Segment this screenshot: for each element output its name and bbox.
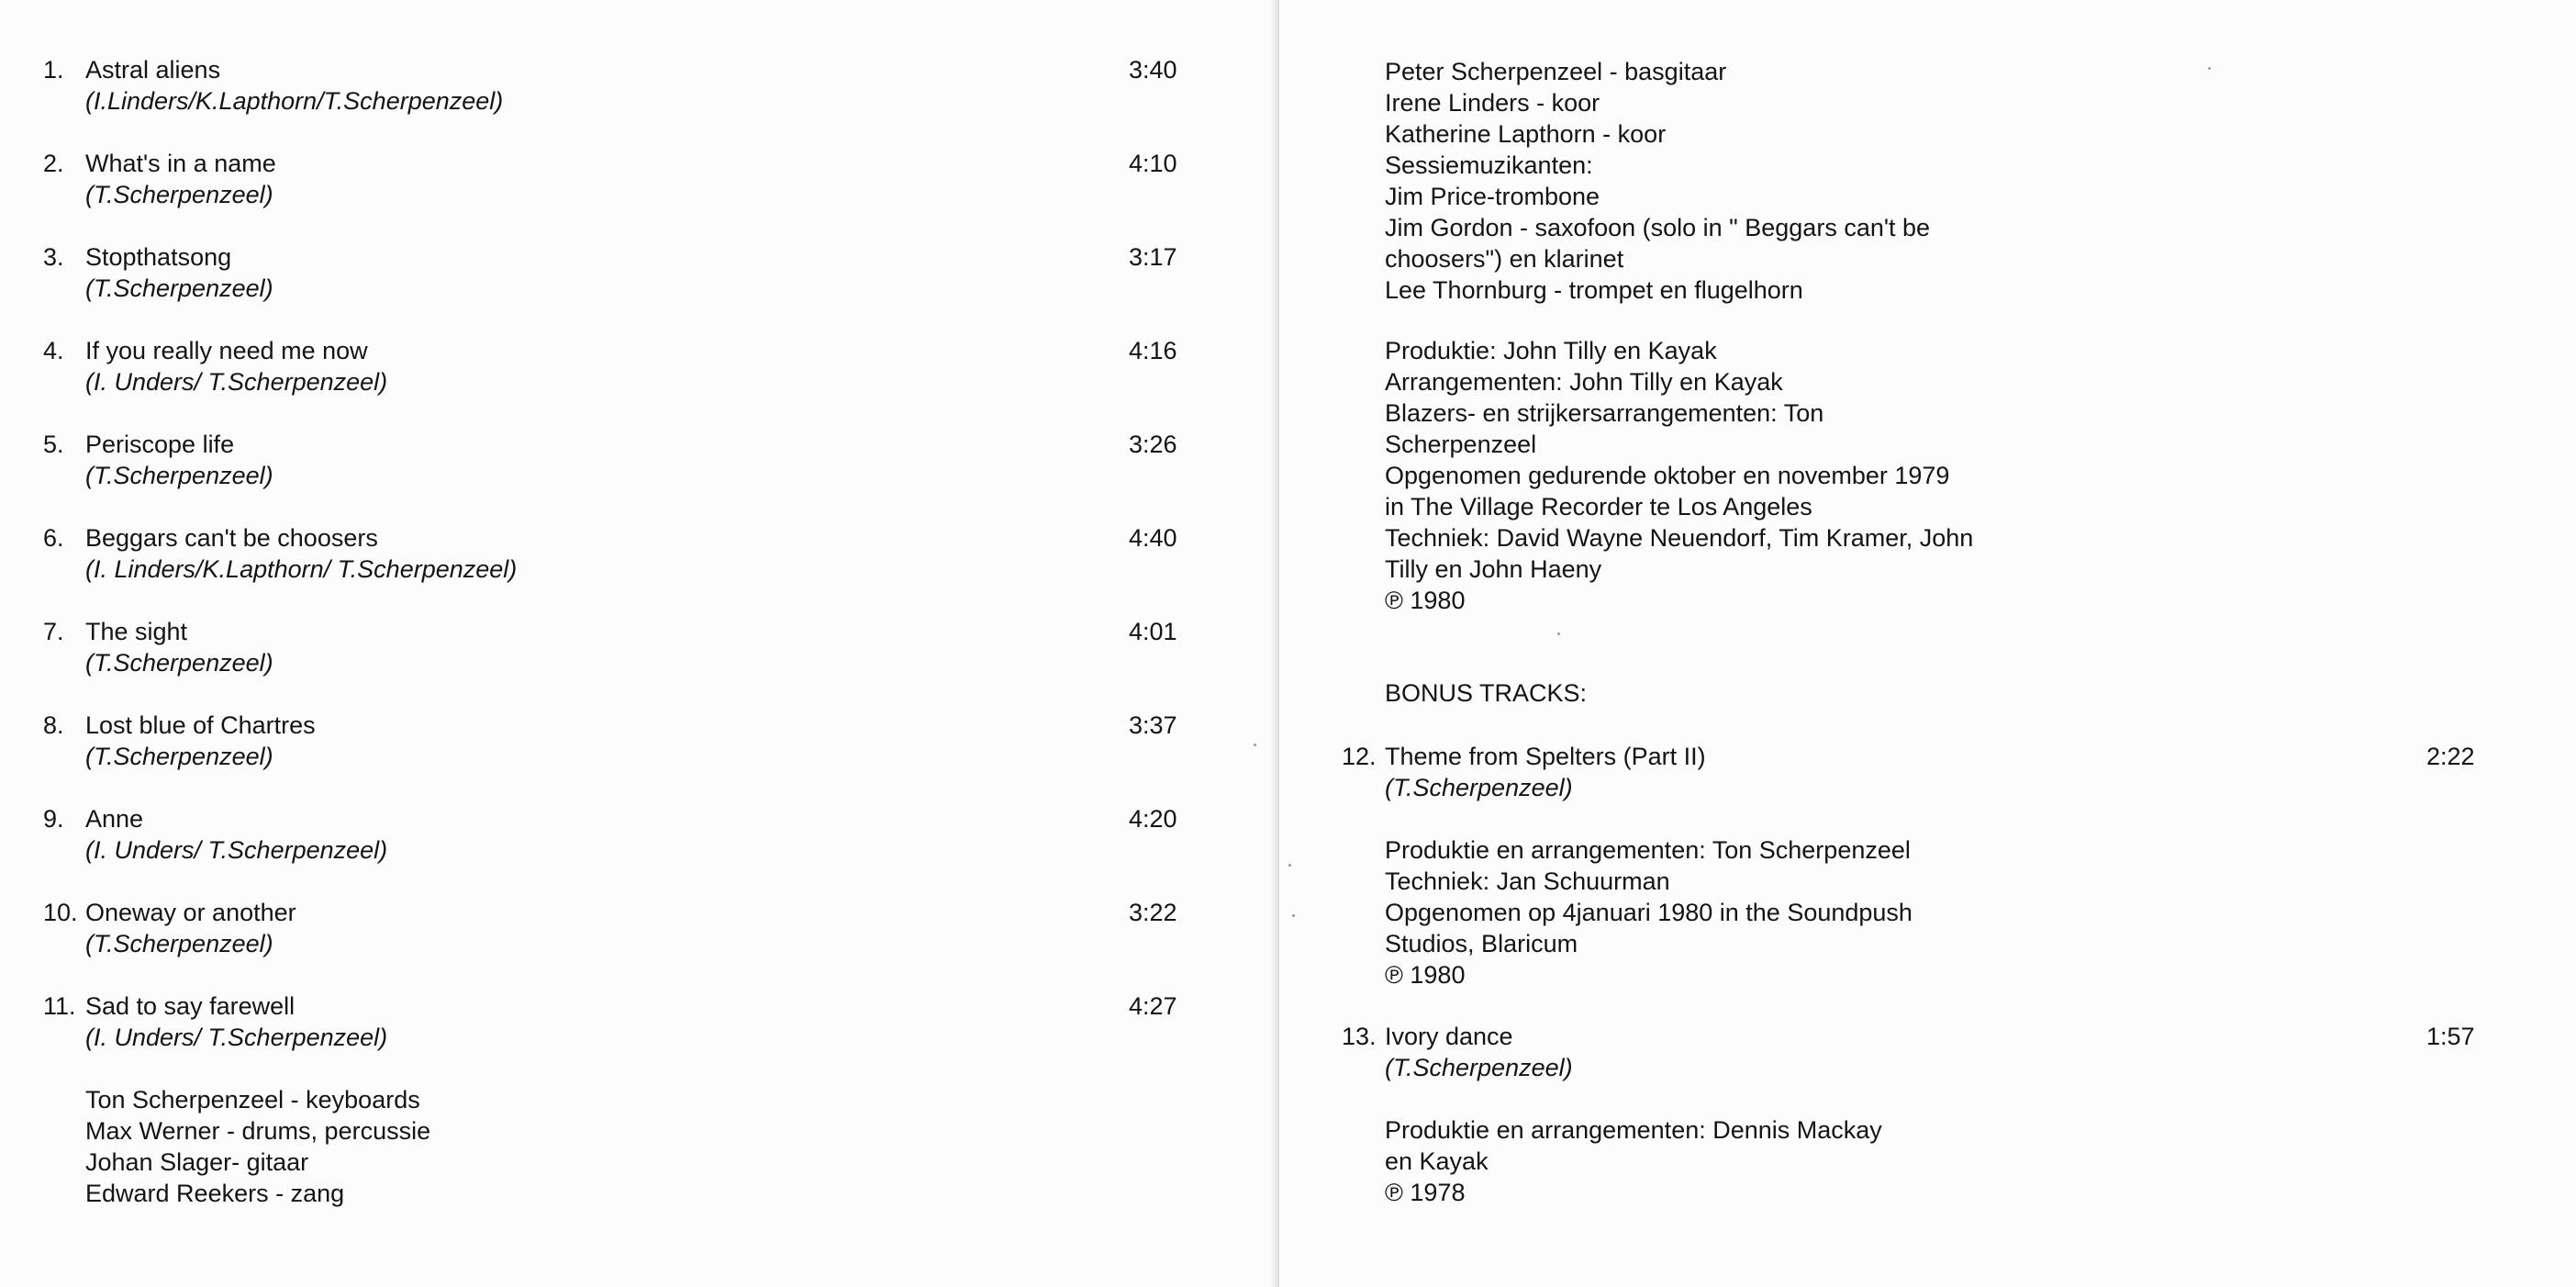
- track-number: 3.: [43, 243, 64, 271]
- track-credit: (T.Scherpenzeel): [1385, 774, 1573, 801]
- paper-speck: [1288, 864, 1291, 867]
- musician-line: Max Werner - drums, percussie: [85, 1117, 431, 1145]
- track-duration: 4:40: [1129, 524, 1177, 552]
- track-credit: (I.Linders/K.Lapthorn/T.Scherpenzeel): [85, 87, 504, 115]
- production-credits: [1385, 335, 1973, 616]
- session-musicians: [1385, 56, 1930, 306]
- track-duration: 3:37: [1129, 711, 1177, 739]
- track-credit: (T.Scherpenzeel): [85, 930, 273, 957]
- credit-line: Produktie: John Tilly en Kayak: [1385, 337, 1717, 364]
- credit-line: Blazers- en strijkersarrangementen: Ton: [1385, 399, 1824, 427]
- track-title: Ivory dance: [1385, 1023, 1513, 1050]
- track-number: 13.: [1342, 1023, 1377, 1050]
- track-duration: 4:10: [1129, 150, 1177, 177]
- credit-line: Produktie en arrangementen: Ton Scherpenzeel: [1385, 836, 1911, 864]
- track-number: 11.: [43, 992, 76, 1020]
- track-title: Anne: [85, 805, 144, 833]
- track-credit: (T.Scherpenzeel): [85, 649, 273, 677]
- credit-line: Opgenomen gedurende oktober en november 1979: [1385, 462, 1950, 489]
- musician-line: Ton Scherpenzeel - keyboards: [85, 1086, 420, 1114]
- track-number: 10.: [43, 899, 78, 926]
- musicians-list: [85, 1084, 430, 1209]
- copyright-line: ℗ 1980: [1385, 587, 1466, 614]
- bonus-track-notes: [1385, 1114, 1882, 1208]
- credit-line: Sessiemuzikanten:: [1385, 151, 1593, 179]
- credit-line: Jim Gordon - saxofoon (solo in " Beggars can't be: [1385, 214, 1931, 241]
- copyright-line: ℗ 1978: [1385, 1179, 1466, 1206]
- track-number: 1.: [43, 56, 64, 84]
- credit-line: en Kayak: [1385, 1147, 1489, 1175]
- track-credit: (T.Scherpenzeel): [85, 274, 273, 302]
- track-title: Sad to say farewell: [85, 992, 296, 1020]
- track-duration: 3:17: [1129, 243, 1177, 271]
- track-number: 8.: [43, 711, 64, 739]
- credit-line: Katherine Lapthorn - koor: [1385, 120, 1667, 148]
- credit-line: Jim Price-trombone: [1385, 183, 1600, 210]
- bonus-track-notes: [1385, 834, 1912, 990]
- track-duration: 4:16: [1129, 337, 1177, 364]
- credit-line: Peter Scherpenzeel - basgitaar: [1385, 58, 1727, 85]
- paper-speck: [1557, 632, 1560, 635]
- track-duration: 3:22: [1129, 899, 1177, 926]
- track-credit: (T.Scherpenzeel): [85, 462, 273, 489]
- track-number: 5.: [43, 431, 64, 458]
- copyright-line: ℗ 1980: [1385, 961, 1466, 989]
- track-duration: 4:20: [1129, 805, 1177, 833]
- credit-line: Tilly en John Haeny: [1385, 555, 1602, 583]
- paper-speck: [1292, 914, 1295, 917]
- musician-line: Edward Reekers - zang: [85, 1180, 345, 1207]
- track-credit: (I. Unders/ T.Scherpenzeel): [85, 1024, 388, 1051]
- credit-line: Techniek: David Wayne Neuendorf, Tim Kramer, John: [1385, 524, 1974, 552]
- track-duration: 2:22: [2426, 743, 2475, 770]
- track-title: Astral aliens: [85, 56, 221, 84]
- track-credit: (I. Unders/ T.Scherpenzeel): [85, 368, 388, 396]
- track-duration: 4:01: [1129, 618, 1177, 645]
- track-title: Lost blue of Chartres: [85, 711, 316, 739]
- track-number: 7.: [43, 618, 64, 645]
- credit-line: choosers") en klarinet: [1385, 245, 1624, 273]
- credit-line: Scherpenzeel: [1385, 431, 1537, 458]
- track-credit: (T.Scherpenzeel): [85, 181, 273, 208]
- track-title: Stopthatsong: [85, 243, 232, 271]
- credit-line: Arrangementen: John Tilly en Kayak: [1385, 368, 1783, 396]
- track-title: The sight: [85, 618, 188, 645]
- track-title: What's in a name: [85, 150, 276, 177]
- track-credit: (T.Scherpenzeel): [1385, 1054, 1573, 1081]
- track-credit: (I. Linders/K.Lapthorn/ T.Scherpenzeel): [85, 555, 518, 583]
- paper-speck: [1254, 744, 1256, 746]
- bonus-tracks-heading: BONUS TRACKS:: [1385, 679, 1588, 707]
- track-credit: (I. Unders/ T.Scherpenzeel): [85, 836, 388, 864]
- credit-line: Irene Linders - koor: [1385, 89, 1600, 117]
- track-number: 2.: [43, 150, 64, 177]
- track-number: 4.: [43, 337, 64, 364]
- credit-line: Opgenomen op 4januari 1980 in the Soundpush: [1385, 899, 1912, 926]
- track-duration: 3:40: [1129, 56, 1177, 84]
- track-number: 6.: [43, 524, 64, 552]
- left-page: [0, 0, 1277, 1287]
- track-title: Oneway or another: [85, 899, 296, 926]
- track-title: Theme from Spelters (Part II): [1385, 743, 1706, 770]
- paper-speck: [2208, 67, 2211, 70]
- track-duration: 1:57: [2426, 1023, 2475, 1050]
- credit-line: Techniek: Jan Schuurman: [1385, 867, 1670, 895]
- credit-line: Studios, Blaricum: [1385, 930, 1578, 957]
- credit-line: in The Village Recorder te Los Angeles: [1385, 493, 1812, 520]
- track-number: 12.: [1342, 743, 1377, 770]
- right-page: [1279, 0, 2576, 1287]
- credit-line: Lee Thornburg - trompet en flugelhorn: [1385, 276, 1803, 304]
- credit-line: Produktie en arrangementen: Dennis Mackay: [1385, 1116, 1882, 1144]
- track-title: If you really need me now: [85, 337, 368, 364]
- track-number: 9.: [43, 805, 64, 833]
- track-title: Periscope life: [85, 431, 235, 458]
- track-duration: 4:27: [1129, 992, 1177, 1020]
- track-credit: (T.Scherpenzeel): [85, 743, 273, 770]
- track-duration: 3:26: [1129, 431, 1177, 458]
- track-title: Beggars can't be choosers: [85, 524, 378, 552]
- musician-line: Johan Slager- gitaar: [85, 1148, 309, 1176]
